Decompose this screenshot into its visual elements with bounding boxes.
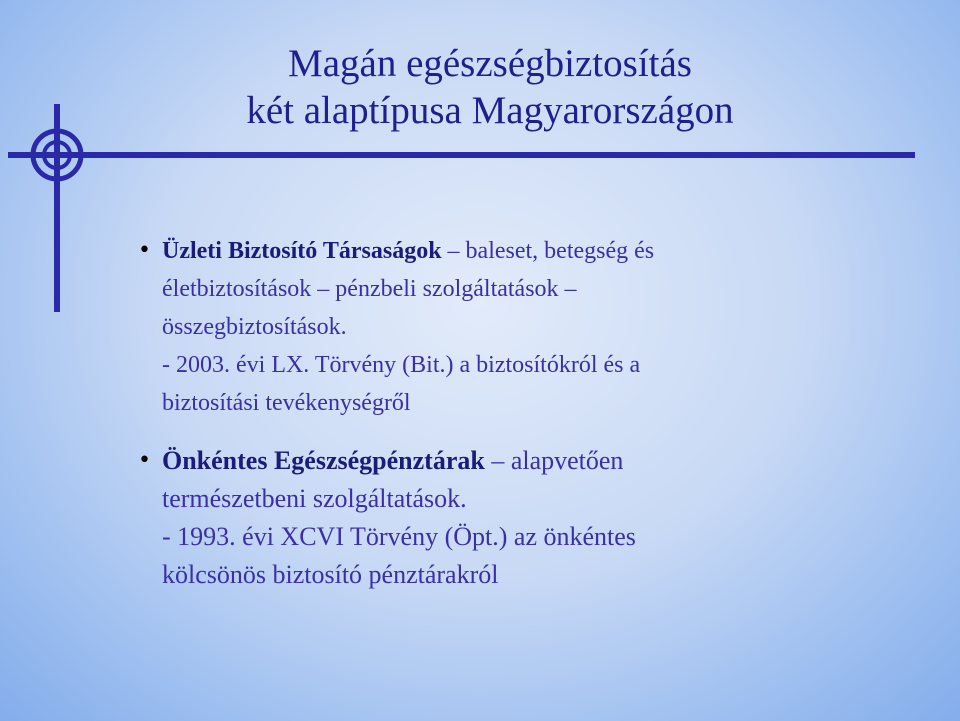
law-reference: - 2003. évi LX. Törvény (Bit.) a biztosítókról és a [162,352,641,378]
law-reference: kölcsönös biztosító pénztárakról [162,560,499,589]
slide-title [100,40,880,134]
bullet-text: összegbiztosítások. [162,314,347,340]
law-reference: biztosítási tevékenységről [162,390,411,416]
bullet-text: életbiztosítások – pénzbeli szolgáltatások – [162,276,577,302]
bullet-text: – alapvetően [484,446,624,475]
bullet-commercial-insurers [138,232,938,422]
bullet-marker: • [138,448,151,473]
bullet-text: – baleset, betegség és [441,238,655,264]
slide-body [138,232,938,594]
bullet-heading: Önkéntes Egészségpénztárak [162,446,485,475]
bullet-text: természetbeni szolgáltatások. [162,484,467,513]
title-line-1: Magán egészségbiztosítás [288,42,692,85]
title-line-2: két alaptípusa Magyarországon [246,89,734,132]
bullet-marker: • [138,238,151,263]
law-reference: - 1993. évi XCVI Törvény (Öpt.) az önkéntes [162,522,636,551]
bullet-heading: Üzleti Biztosító Társaságok [162,238,442,264]
bullet-voluntary-health-funds [138,442,938,594]
